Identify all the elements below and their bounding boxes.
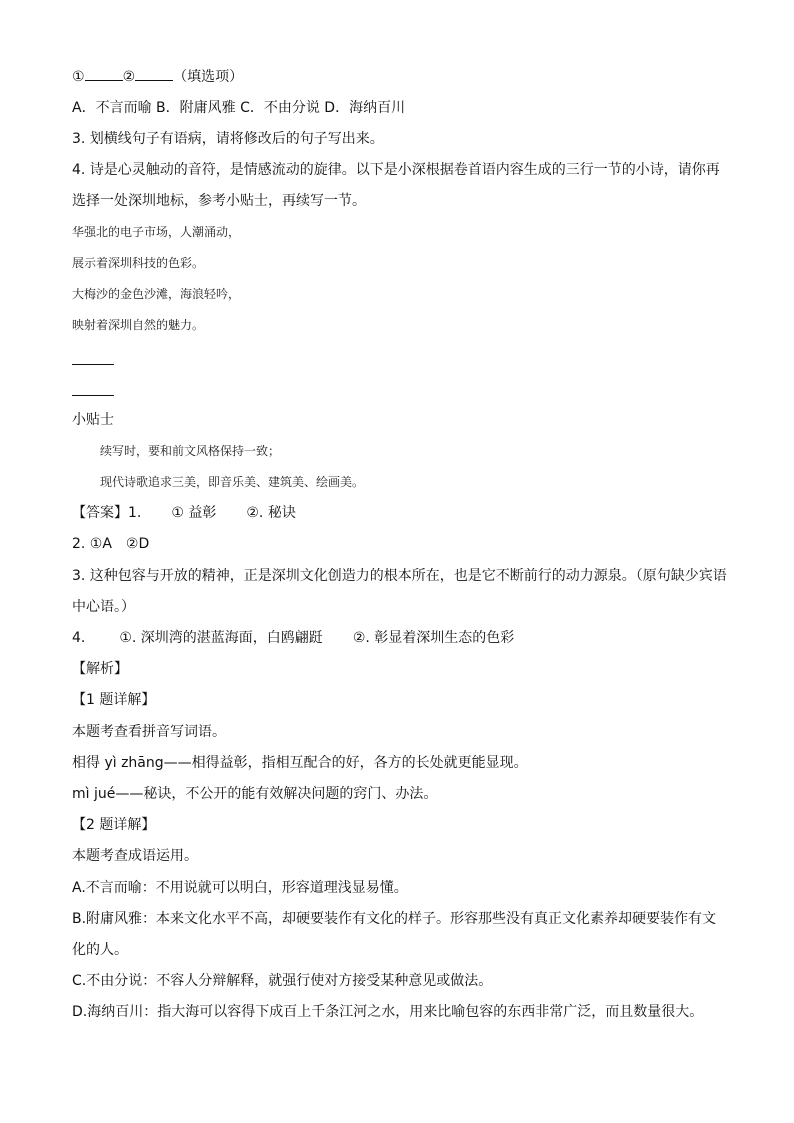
analysis-heading: 【解析】 — [72, 661, 128, 677]
question-3: 3. 划横线句子有语病，请将修改后的句子写出来。 — [72, 131, 384, 147]
q1-detail-b: mì jué——秘诀，不公开的能有效解决问题的窍门、办法。 — [72, 786, 438, 802]
q2-heading: 【2 题详解】 — [72, 817, 156, 833]
answer-1b: ②. 秘诀 — [246, 505, 296, 521]
answer-line-2: 2. ①A ②D — [72, 536, 150, 552]
answer-line-1 — [72, 503, 732, 523]
fill-blank-line — [72, 66, 732, 87]
answer-line-3a: 3. 这种包容与开放的精神，正是深圳文化创造力的根本所在，也是它不断前行的动力源泉。（原句缺少宾语 — [72, 568, 727, 584]
answer-4a: ①. 深圳湾的湛蓝海面，白鸥翩跹 — [119, 630, 323, 646]
answer-1a: ① 益彰 — [171, 505, 217, 521]
poem-line-4: 映射着深圳自然的魅力。 — [72, 318, 205, 332]
tip-title: 小贴士 — [72, 412, 114, 428]
question-4-line-2: 选择一处深圳地标，参考小贴士，再续写一节。 — [72, 193, 366, 209]
answer-line-3b: 中心语。） — [72, 599, 135, 615]
q2-intro: 本题考查成语运用。 — [72, 848, 198, 864]
poem-line-2: 展示着深圳科技的色彩。 — [72, 256, 205, 270]
tip-line-1: 续写时，要和前文风格保持一致； — [100, 444, 281, 458]
answer-label: 【答案】1. — [72, 505, 142, 521]
blank-hint: （填选项） — [173, 69, 244, 85]
poem-line-1: 华强北的电子市场，人潮涌动， — [72, 225, 241, 239]
answer-blank-1 — [85, 66, 123, 81]
answer-blank-2 — [135, 66, 173, 81]
blank-label-1: ① — [72, 69, 85, 85]
tip-line-2: 现代诗歌追求三美，即音乐美、建筑美、绘画美。 — [100, 475, 365, 489]
answer-4b: ②. 彰显着深圳生态的色彩 — [352, 630, 515, 646]
q2-detail-b2: 化的人。 — [72, 942, 128, 958]
question-4-line-1: 4. 诗是心灵触动的音符，是情感流动的旋律。以下是小深根据卷首语内容生成的三行一节的小诗，请你再 — [72, 162, 720, 178]
q2-detail-d: D.海纳百川：指大海可以容得下成百上千条江河之水，用来比喻包容的东西非常广泛，而且数量很大。 — [72, 1004, 704, 1020]
q1-intro: 本题考查看拼音写词语。 — [72, 724, 226, 740]
answer-4-label: 4. — [72, 630, 86, 646]
blank-label-2: ② — [122, 69, 136, 85]
answer-line-4 — [72, 628, 732, 648]
q2-detail-c: C.不由分说：不容人分辩解释，就强行使对方接受某种意见或做法。 — [72, 973, 493, 989]
answer-rule-1 — [72, 364, 114, 365]
q2-detail-a: A.不言而喻：不用说就可以明白，形容道理浅显易懂。 — [72, 880, 408, 896]
poem-line-3: 大梅沙的金色沙滩，海浪轻吟， — [72, 287, 241, 301]
q2-detail-b1: B.附庸风雅：本来文化水平不高，却硬要装作有文化的样子。形容那些没有真正文化素养却硬要装作有文 — [72, 911, 717, 927]
q1-heading: 【1 题详解】 — [72, 692, 156, 708]
answer-rule-2 — [72, 395, 114, 396]
options-line: A．不言而喻 B．附庸风雅 C．不由分说 D．海纳百川 — [72, 100, 406, 116]
q1-detail-a: 相得 yì zhāng——相得益彰，指相互配合的好，各方的长处就更能显现。 — [72, 755, 528, 771]
